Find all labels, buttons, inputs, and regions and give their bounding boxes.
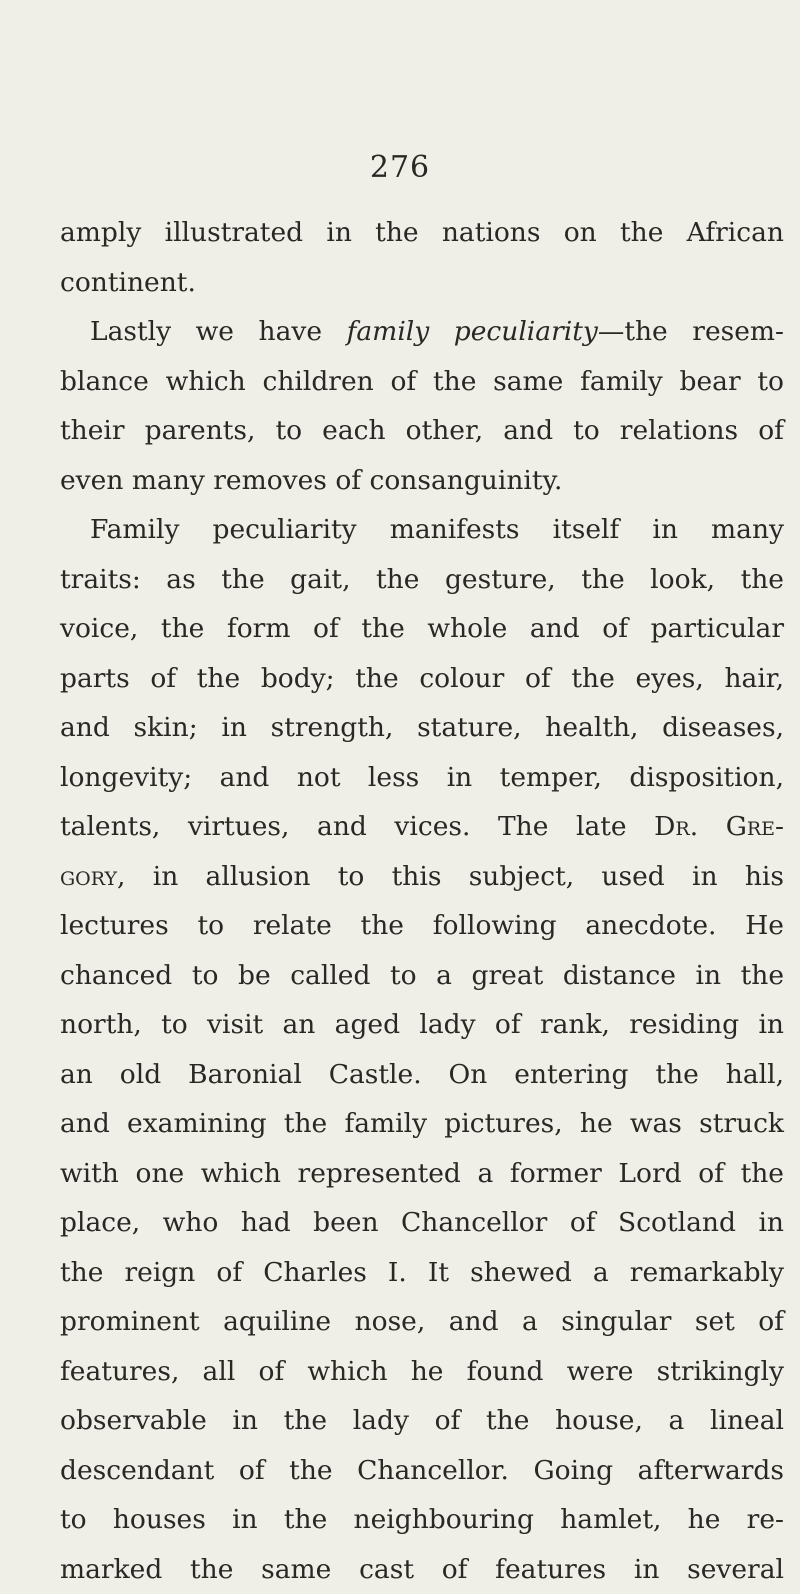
text-line: and examining the family pictures, he was struck <box>60 1099 784 1149</box>
text-line: Family peculiarity manifests itself in many <box>60 505 784 555</box>
text-line: continent. <box>60 258 784 308</box>
page-number: 276 <box>0 150 800 185</box>
body-text <box>60 208 784 1594</box>
text-line: an old Baronial Castle. On entering the hall, <box>60 1050 784 1100</box>
text-run: —the resem- <box>598 316 784 347</box>
text-line <box>60 307 784 357</box>
italic-phrase: family peculiarity <box>347 316 598 347</box>
text-line: north, to visit an aged lady of rank, residing in <box>60 1000 784 1050</box>
text-line: descendant of the Chancellor. Going afterwards <box>60 1446 784 1496</box>
small-caps-name: gory <box>60 861 117 892</box>
text-line: and skin; in strength, stature, health, diseases, <box>60 703 784 753</box>
text-line: place, who had been Chancellor of Scotland in <box>60 1198 784 1248</box>
text-line: voice, the form of the whole and of particular <box>60 604 784 654</box>
text-line: the reign of Charles I. It shewed a remarkably <box>60 1248 784 1298</box>
text-line: observable in the lady of the house, a lineal <box>60 1396 784 1446</box>
text-line: blance which children of the same family bear to <box>60 357 784 407</box>
text-line: longevity; and not less in temper, disposition, <box>60 753 784 803</box>
text-line: their parents, to each other, and to relations of <box>60 406 784 456</box>
text-run: talents, virtues, and vices. The late <box>60 811 654 842</box>
text-line: chanced to be called to a great distance in the <box>60 951 784 1001</box>
text-line: even many removes of consanguinity. <box>60 456 784 506</box>
text-line: prominent aquiline nose, and a singular set of <box>60 1297 784 1347</box>
text-line: features, all of which he found were strikingly <box>60 1347 784 1397</box>
text-line: traits: as the gait, the gesture, the look, the <box>60 555 784 605</box>
text-run: Lastly we have <box>90 316 347 347</box>
text-line: parts of the body; the colour of the eyes, hair, <box>60 654 784 704</box>
text-line: with one which represented a former Lord of the <box>60 1149 784 1199</box>
small-caps-name: Dr. Gre- <box>654 811 784 842</box>
text-line <box>60 852 784 902</box>
text-run: , in allusion to this subject, used in his <box>117 861 784 892</box>
text-line: marked the same cast of features in several <box>60 1545 784 1594</box>
text-line: to houses in the neighbouring hamlet, he re- <box>60 1495 784 1545</box>
text-line <box>60 802 784 852</box>
text-line: lectures to relate the following anecdote. He <box>60 901 784 951</box>
text-line: amply illustrated in the nations on the African <box>60 208 784 258</box>
